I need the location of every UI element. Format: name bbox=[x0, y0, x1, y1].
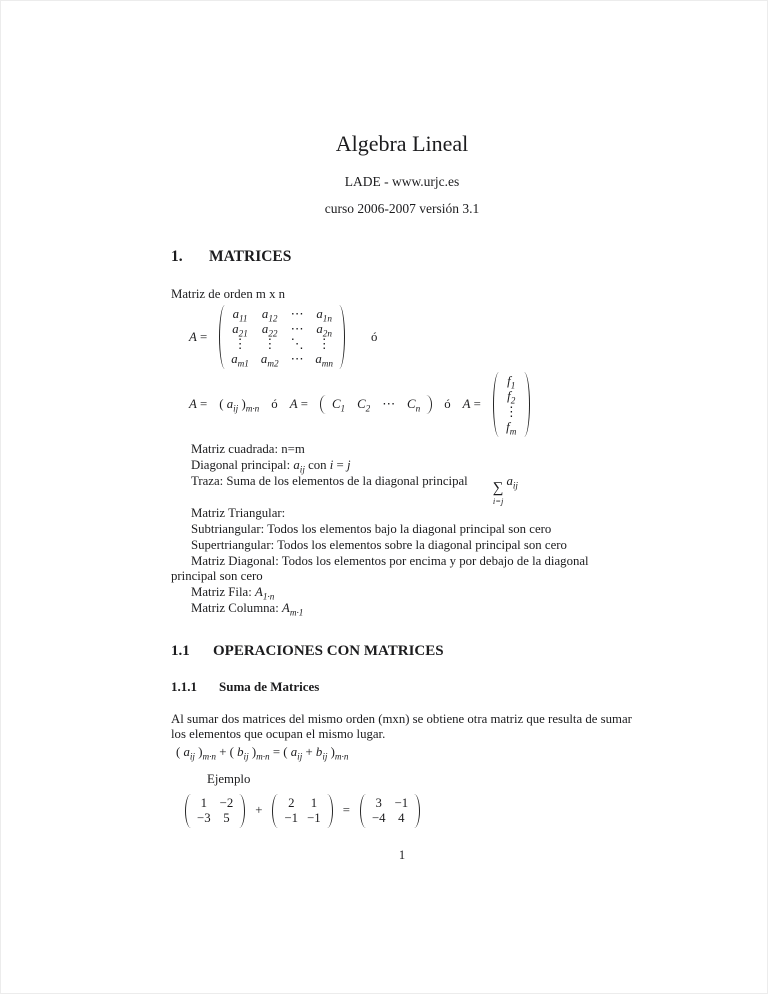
matrix-definition-display bbox=[189, 305, 633, 369]
matrix-cell: $a_{21}$ bbox=[232, 322, 248, 339]
suma-paragraph: Al sumar dos matrices del mismo orden (mxn) se obtiene otra matriz que resulta de sumar los elementos que ocupan el mismo lugar. bbox=[171, 711, 632, 742]
example-matrix-3-cells bbox=[371, 794, 409, 828]
matrix-cell: $C_2$ bbox=[357, 397, 371, 414]
example-equation bbox=[185, 794, 633, 828]
matrix-a-cells bbox=[230, 305, 334, 369]
matrix-cell: 5 bbox=[223, 810, 230, 825]
matrix-a-lhs: A = bbox=[189, 329, 208, 344]
alt-lhs-2: A = bbox=[289, 397, 308, 412]
summation-icon bbox=[473, 481, 504, 506]
left-paren-icon bbox=[493, 372, 499, 436]
matrix-properties-list bbox=[171, 442, 633, 616]
right-paren-icon bbox=[414, 794, 420, 828]
section-number: 1.1.1 bbox=[171, 678, 197, 694]
matrix-cell: $f_2$ bbox=[507, 389, 516, 407]
document-title: Algebra Lineal bbox=[335, 131, 469, 156]
sigma-symbol: ∑ bbox=[492, 479, 504, 496]
section-heading-suma bbox=[171, 679, 633, 695]
course-version-line: curso 2006-2007 versión 3.1 bbox=[324, 201, 480, 216]
matrix-cell: 1 bbox=[200, 795, 208, 810]
matrix-cell: $a_{m1}$ bbox=[231, 352, 249, 369]
matrix-alternative-forms bbox=[189, 372, 633, 436]
example-matrix-2 bbox=[272, 794, 332, 828]
example-matrix-2-cells bbox=[283, 794, 321, 828]
property-matriz-columna: Matriz Columna: $A_{m\cdot 1}$ bbox=[191, 601, 304, 618]
compact-form: ( $a_{ij}$ )$_{m\cdot n}$ bbox=[219, 397, 260, 414]
example-matrix-1 bbox=[185, 794, 245, 828]
right-paren-icon bbox=[426, 395, 432, 414]
matrix-cell: 1 bbox=[310, 795, 318, 810]
right-paren-icon bbox=[239, 794, 245, 828]
matrix-cell: −3 bbox=[197, 810, 211, 825]
suma-formula: ( $a_{ij}$ )$_{m\cdot n}$ + ( $b_{ij}$ )$_{m\cdot n}$ = ( $a_{ij} + b_{ij}$ )$_{m\cdot n}$ bbox=[176, 744, 349, 762]
matrix-cell: ⋯ bbox=[290, 307, 304, 321]
document-subtitle: LADE - www.urjc.es bbox=[344, 174, 460, 189]
property-subtriangular: Subtriangular: Todos los elementos bajo la diagonal principal son cero bbox=[191, 522, 552, 537]
page-number: 1 bbox=[398, 847, 406, 862]
property-matriz-diagonal: Matriz Diagonal: Todos los elementos por encima y por debajo de la diagonal principal son cero bbox=[171, 554, 589, 584]
matrix-cell: ⋯ bbox=[290, 322, 304, 337]
matrix-cell: ⋱ bbox=[290, 337, 304, 352]
matrix-cell: ⋮ bbox=[504, 404, 518, 419]
matrix-cell: −4 bbox=[371, 810, 386, 825]
or-separator-1: ó bbox=[271, 397, 278, 412]
or-separator-2: ó bbox=[444, 397, 451, 412]
matrix-order-intro: Matriz de orden m x n bbox=[171, 287, 286, 301]
traza-term: $a_{ij}$ bbox=[506, 473, 518, 491]
summation-limit: i=j bbox=[492, 495, 504, 506]
row-blocks-matrix bbox=[493, 372, 530, 436]
alt-lhs-3: A = bbox=[462, 397, 481, 412]
property-supertriangular: Supertriangular: Todos los elementos sobre la diagonal principal son cero bbox=[191, 538, 567, 553]
right-paren-icon bbox=[339, 305, 345, 369]
example-label: Ejemplo bbox=[207, 771, 251, 786]
left-paren-icon bbox=[360, 794, 366, 828]
section-title: Suma de Matrices bbox=[219, 678, 320, 694]
matrix-cell: $C_1$ bbox=[331, 397, 346, 414]
matrix-cell: ⋯ bbox=[290, 352, 304, 367]
matrix-cell: $f_m$ bbox=[506, 419, 517, 437]
example-matrix-3 bbox=[360, 794, 420, 828]
section-heading-matrices bbox=[171, 248, 633, 266]
matrix-cell: $C_n$ bbox=[407, 397, 421, 414]
section-number: 1.1 bbox=[171, 642, 190, 659]
page-content bbox=[171, 1, 633, 863]
matrix-cell: −1 bbox=[394, 795, 409, 810]
section-heading-operaciones bbox=[171, 643, 633, 660]
property-diagonal-principal: Diagonal principal: $a_{ij}$ con i = j bbox=[191, 457, 351, 475]
property-matriz-fila: Matriz Fila: $A_{1\cdot n}$ bbox=[191, 585, 275, 602]
matrix-cell: $a_{12}$ bbox=[261, 307, 278, 324]
property-traza bbox=[171, 474, 633, 506]
matrix-cell: ⋮ bbox=[317, 337, 331, 352]
or-separator: ó bbox=[371, 329, 378, 344]
example-matrix-1-cells bbox=[196, 794, 234, 828]
matrix-cell: $a_{22}$ bbox=[261, 322, 278, 339]
matrix-cell: ⋮ bbox=[263, 337, 277, 352]
matrix-cell: $a_{2n}$ bbox=[316, 322, 332, 339]
right-paren-icon bbox=[524, 372, 530, 436]
matrix-cell: −1 bbox=[284, 810, 299, 825]
matrix-cell: $a_{mn}$ bbox=[315, 352, 334, 369]
left-paren-icon bbox=[320, 395, 326, 414]
matrix-cell: −1 bbox=[307, 810, 321, 825]
matrix-cell: $a_{11}$ bbox=[232, 307, 248, 324]
matrix-cell: ⋯ bbox=[382, 397, 396, 412]
matrix-cell: $a_{m2}$ bbox=[260, 352, 279, 369]
matrix-cell: −2 bbox=[219, 795, 234, 810]
matrix-cell: 2 bbox=[288, 795, 295, 810]
column-blocks-matrix bbox=[320, 395, 432, 414]
traza-text: Traza: Suma de los elementos de la diagonal principal bbox=[191, 473, 468, 488]
matrix-cell: 3 bbox=[375, 795, 382, 810]
property-triangular: Matriz Triangular: bbox=[191, 506, 286, 521]
section-title: MATRICES bbox=[209, 248, 292, 265]
row-blocks-cells bbox=[504, 372, 519, 436]
matrix-cell: $a_{1n}$ bbox=[316, 307, 332, 324]
matrix-a bbox=[219, 305, 345, 369]
alt-lhs-1: A = bbox=[189, 397, 208, 412]
left-paren-icon bbox=[185, 794, 191, 828]
equals-operator: = bbox=[342, 803, 350, 818]
plus-operator: + bbox=[255, 803, 263, 818]
left-paren-icon bbox=[219, 305, 225, 369]
left-paren-icon bbox=[272, 794, 278, 828]
column-blocks-cells bbox=[331, 395, 421, 414]
section-title: OPERACIONES CON MATRICES bbox=[213, 642, 444, 659]
matrix-cell: $f_1$ bbox=[507, 374, 516, 391]
section-number: 1. bbox=[171, 248, 183, 265]
matrix-cell: 4 bbox=[398, 810, 405, 825]
property-cuadrada: Matriz cuadrada: n=m bbox=[191, 441, 305, 456]
matrix-cell: ⋮ bbox=[233, 337, 247, 352]
right-paren-icon bbox=[327, 794, 333, 828]
